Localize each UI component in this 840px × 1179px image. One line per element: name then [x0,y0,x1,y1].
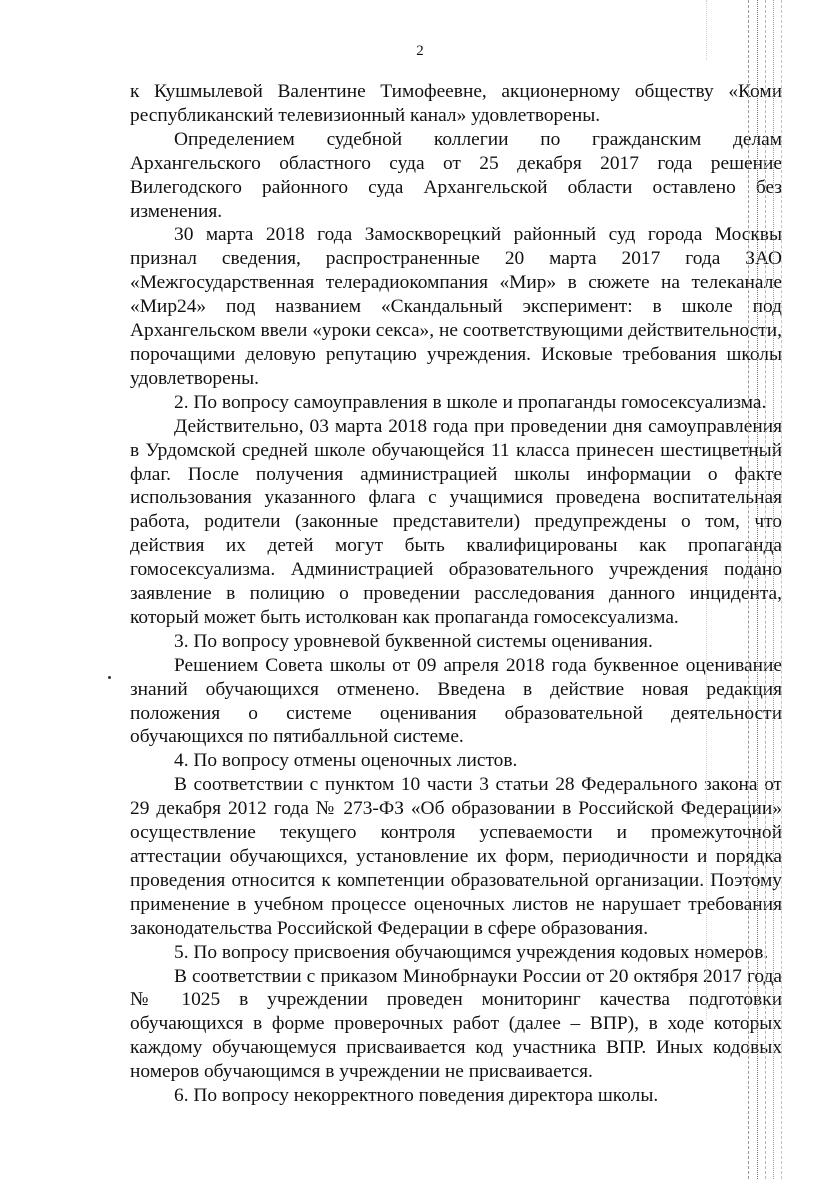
paragraph-2: Определением судебной коллегии по гражданским делам Архангельского областного суда от 25 декабря 2017 года решение Вилегодского районного суда Архангельской области оставлено без изменения. [130,128,782,222]
scan-artifact-line [706,0,708,60]
section-heading-6: 6. По вопросу некорректного поведения директора школы. [174,1085,659,1107]
section-heading-4: 4. По вопросу отмены оценочных листов. [174,750,518,772]
paragraph-1: к Кушмылевой Валентине Тимофеевне, акционерному обществу «Коми республиканский телевизионный канал» удовлетворены. [130,81,782,126]
section-heading-5: 5. По вопросу присвоения обучающимся учреждения кодовых номеров. [174,941,769,963]
scan-artifact-line [773,0,775,1179]
paragraph-11: В соответствии с приказом Минобрнауки России от 20 октября 2017 года № 1025 в учреждении проведен мониторинг качества подготовки обучающихся в форме проверочных работ (далее – ВПР), в ходе которых каждому обучающемуся присваивается код участника ВПР. Иных кодовых номеров обучающимся в учреждении не присваивается. [130,965,782,1083]
document-body [130,80,782,1108]
scan-artifact-line [757,0,759,1179]
paragraph-5: Действительно, 03 марта 2018 года при проведении дня самоуправления в Урдомской средней школе обучающейся 11 класса принесен шестицветный флаг. После получения администрацией школы информации о факте использования указанного флага с учащимися проведена воспитательная работа, родители (законные представители) предупреждены о том, что действия их детей могут быть квалифицированы как пропаганда гомосексуализма. Администрацией образовательного учреждения подано заявление в полицию о проведении расследования данного инцидента, который может быть истолкован как пропаганда гомосексуализма. [130,415,782,628]
page-number: 2 [416,43,424,59]
section-heading-2: 2. По вопросу самоуправления в школе и пропаганды гомосексуализма. [174,391,767,413]
scan-artifact-line [706,560,708,1020]
scan-artifact-line [765,0,767,1179]
scan-artifact-line [748,0,750,1179]
paragraph-7: Решением Совета школы от 09 апреля 2018 года буквенное оценивание знаний обучающихся отменено. Введена в действие новая редакция положения о системе оценивания образовательной деятельности обучающихся по пятибалльной системе. [130,654,782,748]
scan-artifact-dot [108,676,111,679]
section-heading-3: 3. По вопросу уровневой буквенной системы оценивания. [174,630,653,652]
scan-artifact-line [781,0,783,1179]
paragraph-3: 30 марта 2018 года Замоскворецкий районный суд города Москвы признал сведения, распространенные 20 марта 2017 года ЗАО «Межгосударственная телерадиокомпания «Мир» в сюжете на телеканале «Мир24» под названием «Скандальный эксперимент: в школе под Архангельском ввели «уроки секса», не соответствующими действительности, порочащими деловую репутацию учреждения. Исковые требования школы удовлетворены. [130,224,782,389]
paragraph-9: В соответствии с пунктом 10 части 3 статьи 28 Федерального закона от 29 декабря 2012 года № 273-ФЗ «Об образовании в Российской Федерации» осуществление текущего контроля успеваемости и промежуточной аттестации обучающихся, установление их форм, периодичности и порядка проведения относится к компетенции образовательной организации. Поэтому применение в учебном процессе оценочных листов не нарушает требования законодательства Российской Федерации в сфере образования. [130,774,782,939]
